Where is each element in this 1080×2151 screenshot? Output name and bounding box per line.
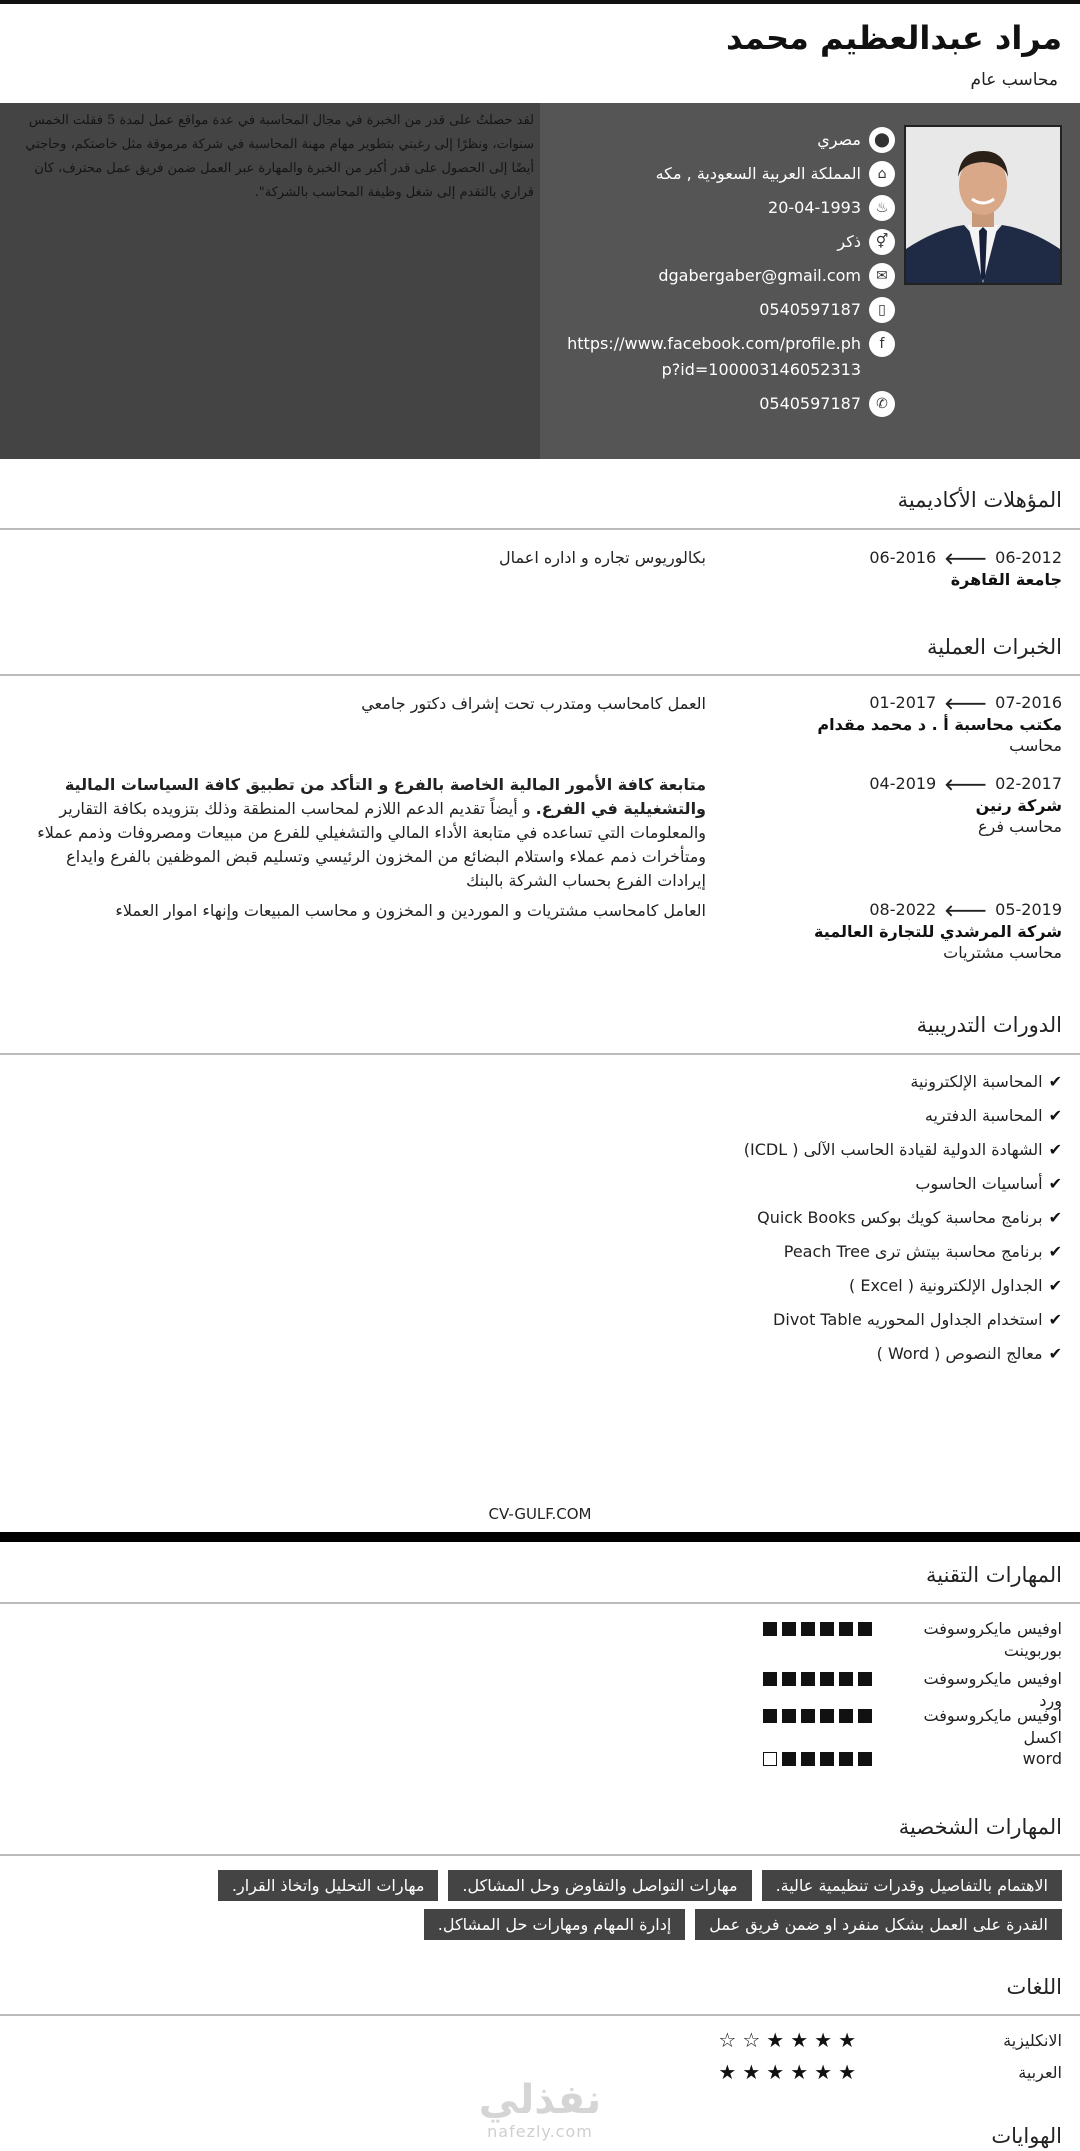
education-entry-1 bbox=[732, 548, 1062, 589]
date-from: 07-2016 bbox=[995, 693, 1062, 712]
experience-dates bbox=[732, 774, 1062, 794]
experience-dates bbox=[732, 693, 1062, 713]
filled-square-icon bbox=[763, 1622, 777, 1636]
education-title: المؤهلات الأكاديمية bbox=[897, 488, 1062, 512]
contact-text: مصري bbox=[817, 130, 861, 149]
filled-square-icon bbox=[839, 1622, 853, 1636]
top-border bbox=[0, 0, 1080, 4]
course-label: أساسيات الحاسوب bbox=[915, 1173, 1043, 1193]
language-name: العربية bbox=[1018, 2062, 1062, 2082]
filled-square-icon bbox=[782, 1752, 796, 1766]
experience-text: و أيضاً تقديم الدعم اللازم لمحاسب المنطقة وذلك بتزويده بكافة التقارير والمعلومات التي تساعده في متابعة الأداء المالي والتشغيلي للفرع من مبيعات ومصروفات وذمم عملاء ومتأخرات ذمم عملاء واستلام البضائع من المخزون الرئيسي وتسليم قبض الموظفين بالفرع وايداع إيرادات الفرع بحساب الشركة بالبنك bbox=[37, 799, 706, 890]
experience-entry-1 bbox=[732, 693, 1062, 755]
date-to: 08-2022 bbox=[869, 900, 937, 919]
filled-star-icon: ★ bbox=[790, 2028, 809, 2052]
filled-square-icon bbox=[782, 1622, 796, 1636]
education-dates bbox=[732, 548, 1062, 568]
experience-entry-3 bbox=[732, 900, 1062, 962]
tech-skill-name: word bbox=[1022, 1749, 1062, 1768]
filled-square-icon bbox=[858, 1752, 872, 1766]
filled-star-icon: ★ bbox=[814, 2028, 833, 2052]
tech-skill-name: اوفيس مايكروسوفت بوربوينت bbox=[923, 1619, 1062, 1660]
about-summary: لقد حصلتُ على قدر من الخبرة في مجال المحاسبة في عدة مواقع عمل لمدة 5 فقلت الخمس سنوات، ونظرًا إلى رغبتي بتطوير مهام مهنة المحاسبة في شركة مرموقة مثل خاصتكم، وحاجتي أيضًا إلى الحصول على قدر أكبر من الخبرة والمهارة عبر العمل ضمن فريق عمل محترف، كان قراري بالتقدم إلى شغل وظيفة المحاسب بالشركة". bbox=[25, 113, 534, 200]
experience-entry-2 bbox=[732, 774, 1062, 836]
experience-description-1 bbox=[18, 692, 706, 716]
experience-company: شركة المرشدي للتجارة العالمية bbox=[814, 922, 1062, 941]
course-label: معالج النصوص ( Word ) bbox=[876, 1343, 1043, 1363]
filled-square-icon bbox=[858, 1709, 872, 1723]
contact-text: ذكر bbox=[837, 232, 861, 251]
nafezly-watermark bbox=[470, 2078, 610, 2141]
job-title: محاسب عام bbox=[970, 70, 1058, 90]
experience-role: محاسب مشتريات bbox=[943, 943, 1062, 962]
education-institution: جامعة القاهرة bbox=[950, 570, 1062, 589]
personal-info-box bbox=[0, 103, 1080, 459]
tech-skill-row bbox=[18, 1618, 1062, 1662]
filled-star-icon: ★ bbox=[718, 2060, 737, 2084]
filled-square-icon bbox=[763, 1672, 777, 1686]
personal-skill-tag: مهارات التواصل والتفاوض وحل المشاكل. bbox=[448, 1870, 751, 1901]
personal-skills-rule bbox=[0, 1854, 1080, 1856]
whatsapp-icon: ✆ bbox=[869, 391, 895, 417]
language-level-stars bbox=[718, 2060, 856, 2084]
personal-skills-tags bbox=[18, 1870, 1062, 1948]
check-icon: ✔ bbox=[1048, 1207, 1062, 1227]
email-icon: ✉ bbox=[869, 263, 895, 289]
filled-square-icon bbox=[801, 1672, 815, 1686]
filled-square-icon bbox=[801, 1752, 815, 1766]
check-icon: ✔ bbox=[1048, 1241, 1062, 1261]
empty-square-icon bbox=[763, 1752, 777, 1766]
experience-title: الخبرات العملية bbox=[926, 635, 1062, 659]
filled-square-icon bbox=[820, 1752, 834, 1766]
courses-rule bbox=[0, 1053, 1080, 1055]
phone-icon: ▯ bbox=[869, 297, 895, 323]
courses-title: الدورات التدريبية bbox=[916, 1013, 1062, 1037]
filled-square-icon bbox=[763, 1709, 777, 1723]
date-from: 05-2019 bbox=[995, 900, 1062, 919]
languages-title: اللغات bbox=[1006, 1975, 1062, 1999]
arrow-left-icon: 🡐 bbox=[944, 775, 988, 794]
hobbies-title: الهوايات bbox=[991, 2124, 1062, 2148]
experience-description-3 bbox=[18, 899, 706, 923]
course-label: برنامج محاسبة بيتش ترى Peach Tree bbox=[783, 1241, 1043, 1261]
tech-skills-rule bbox=[0, 1602, 1080, 1604]
filled-star-icon: ★ bbox=[790, 2060, 809, 2084]
skill-level-meter bbox=[763, 1709, 872, 1723]
contact-item bbox=[555, 391, 895, 417]
contact-text[interactable]: dgabergaber@gmail.com bbox=[658, 266, 861, 285]
check-icon: ✔ bbox=[1048, 1173, 1062, 1193]
page-break-bar bbox=[0, 1532, 1080, 1542]
personal-skill-tag: إدارة المهام ومهارات حل المشاكل. bbox=[424, 1909, 686, 1940]
skill-level-meter bbox=[763, 1672, 872, 1686]
filled-square-icon bbox=[820, 1622, 834, 1636]
personal-skills-title: المهارات الشخصية bbox=[898, 1815, 1062, 1839]
filled-square-icon bbox=[839, 1672, 853, 1686]
experience-description-2 bbox=[18, 773, 706, 893]
language-row bbox=[18, 2028, 1062, 2052]
experience-role: محاسب bbox=[1009, 736, 1062, 755]
empty-star-icon: ☆ bbox=[742, 2028, 761, 2052]
tech-skill-row bbox=[18, 1748, 1062, 1770]
course-label: المحاسبة الدفتريه bbox=[924, 1105, 1043, 1125]
language-name: الانكليزية bbox=[1003, 2030, 1062, 2050]
contact-text: 0540597187 bbox=[759, 300, 861, 319]
contact-text: المملكة العربية السعودية , مكه bbox=[655, 164, 861, 183]
tech-skill-row bbox=[18, 1705, 1062, 1749]
course-label: المحاسبة الإلكترونية bbox=[910, 1071, 1043, 1091]
footer-site-label: CV-GULF.COM bbox=[488, 1505, 592, 1523]
contact-text: 0540597187 bbox=[759, 394, 861, 413]
experience-text-bold: متابعة كافة الأمور المالية الخاصة بالفرع و التأكد من تطبيق كافة السياسات المالية والتشغيلية في الفرع. bbox=[64, 775, 706, 818]
date-to: 04-2019 bbox=[869, 774, 937, 793]
arrow-left-icon: 🡐 bbox=[944, 694, 988, 713]
languages-rule bbox=[0, 2014, 1080, 2016]
personal-skill-tag: القدرة على العمل بشكل منفرد او ضمن فريق عمل bbox=[695, 1909, 1062, 1940]
filled-star-icon: ★ bbox=[838, 2028, 856, 2052]
tech-skill-name: اوفيس مايكروسوفت ورد bbox=[923, 1669, 1062, 1710]
education-description: بكالوريوس تجاره و اداره اعمال bbox=[499, 548, 706, 567]
date-to: 06-2016 bbox=[869, 548, 937, 567]
contact-item bbox=[555, 161, 895, 187]
profile-photo bbox=[904, 125, 1062, 285]
date-from: 06-2012 bbox=[995, 548, 1062, 567]
check-icon: ✔ bbox=[1048, 1071, 1062, 1091]
course-item bbox=[362, 1336, 1062, 1370]
check-icon: ✔ bbox=[1048, 1343, 1062, 1363]
personal-skill-tag: الاهتمام بالتفاصيل وقدرات تنظيمية عالية. bbox=[762, 1870, 1062, 1901]
course-label: الجداول الإلكترونية ( Excel ) bbox=[849, 1275, 1043, 1295]
course-item bbox=[362, 1166, 1062, 1200]
filled-star-icon: ★ bbox=[742, 2060, 761, 2084]
course-item bbox=[362, 1064, 1062, 1098]
course-item bbox=[362, 1132, 1062, 1166]
experience-dates bbox=[732, 900, 1062, 920]
filled-square-icon bbox=[782, 1709, 796, 1723]
filled-square-icon bbox=[820, 1709, 834, 1723]
check-icon: ✔ bbox=[1048, 1139, 1062, 1159]
watermark-latin: nafezly.com bbox=[487, 2122, 593, 2141]
courses-list bbox=[362, 1064, 1062, 1370]
course-label: برنامج محاسبة كويك بوكس Quick Books bbox=[757, 1207, 1043, 1227]
skill-level-meter bbox=[763, 1752, 872, 1766]
tech-skills-title: المهارات التقنية bbox=[926, 1563, 1062, 1587]
skill-level-meter bbox=[763, 1622, 872, 1636]
watermark-arabic: نفذلي bbox=[478, 2077, 602, 2123]
empty-star-icon: ☆ bbox=[718, 2028, 737, 2052]
course-label: استخدام الجداول المحوريه Divot Table bbox=[773, 1309, 1043, 1329]
check-icon: ✔ bbox=[1048, 1275, 1062, 1295]
contact-item bbox=[555, 127, 895, 153]
location-icon: ⬤ bbox=[869, 127, 895, 153]
contact-item bbox=[555, 331, 895, 383]
filled-star-icon: ★ bbox=[766, 2060, 785, 2084]
gender-icon: ⚥ bbox=[869, 229, 895, 255]
filled-square-icon bbox=[801, 1709, 815, 1723]
arrow-left-icon: 🡐 bbox=[944, 901, 988, 920]
experience-text: العامل كامحاسب مشتريات و الموردين و المخزون و محاسب المبيعات وإنهاء اموار العملاء bbox=[115, 901, 706, 920]
contact-panel bbox=[540, 103, 1080, 459]
contact-text[interactable]: https://www.facebook.com/profile.php?id=100003146052313 bbox=[567, 334, 861, 379]
check-icon: ✔ bbox=[1048, 1105, 1062, 1125]
contact-text: 20-04-1993 bbox=[768, 198, 861, 217]
filled-square-icon bbox=[858, 1622, 872, 1636]
course-item bbox=[362, 1098, 1062, 1132]
date-to: 01-2017 bbox=[869, 693, 937, 712]
language-level-stars bbox=[718, 2028, 856, 2052]
course-item bbox=[362, 1234, 1062, 1268]
contact-item bbox=[555, 263, 895, 289]
education-rule bbox=[0, 528, 1080, 530]
date-from: 02-2017 bbox=[995, 774, 1062, 793]
contact-item bbox=[555, 195, 895, 221]
candidate-name: مراد عبدالعظيم محمد bbox=[726, 19, 1062, 57]
contact-item bbox=[555, 229, 895, 255]
course-item bbox=[362, 1268, 1062, 1302]
cake-icon: ♨ bbox=[869, 195, 895, 221]
contact-list bbox=[555, 127, 895, 425]
experience-company: مكتب محاسبة أ . د محمد مقدام bbox=[817, 715, 1062, 734]
course-item bbox=[362, 1200, 1062, 1234]
experience-text: العمل كامحاسب ومتدرب تحت إشراف دكتور جامعي bbox=[361, 694, 706, 713]
filled-star-icon: ★ bbox=[838, 2060, 856, 2084]
filled-star-icon: ★ bbox=[766, 2028, 785, 2052]
experience-company: شركة رنين bbox=[975, 796, 1062, 815]
filled-square-icon bbox=[782, 1672, 796, 1686]
personal-skill-tag: مهارات التحليل واتخاذ القرار. bbox=[218, 1870, 438, 1901]
tech-skill-name: اوفيس مايكروسوفت اكسل bbox=[923, 1706, 1062, 1747]
course-item bbox=[362, 1302, 1062, 1336]
course-label: الشهادة الدولية لقيادة الحاسب الآلى ( ICDL) bbox=[743, 1139, 1043, 1159]
filled-square-icon bbox=[839, 1709, 853, 1723]
experience-rule bbox=[0, 674, 1080, 676]
contact-item bbox=[555, 297, 895, 323]
check-icon: ✔ bbox=[1048, 1309, 1062, 1329]
arrow-left-icon: 🡐 bbox=[944, 549, 988, 568]
filled-square-icon bbox=[820, 1672, 834, 1686]
filled-star-icon: ★ bbox=[814, 2060, 833, 2084]
facebook-icon: f bbox=[869, 331, 895, 357]
filled-square-icon bbox=[858, 1672, 872, 1686]
cv-header bbox=[18, 18, 1062, 90]
filled-square-icon bbox=[839, 1752, 853, 1766]
filled-square-icon bbox=[801, 1622, 815, 1636]
home-icon: ⌂ bbox=[869, 161, 895, 187]
experience-role: محاسب فرع bbox=[978, 817, 1062, 836]
